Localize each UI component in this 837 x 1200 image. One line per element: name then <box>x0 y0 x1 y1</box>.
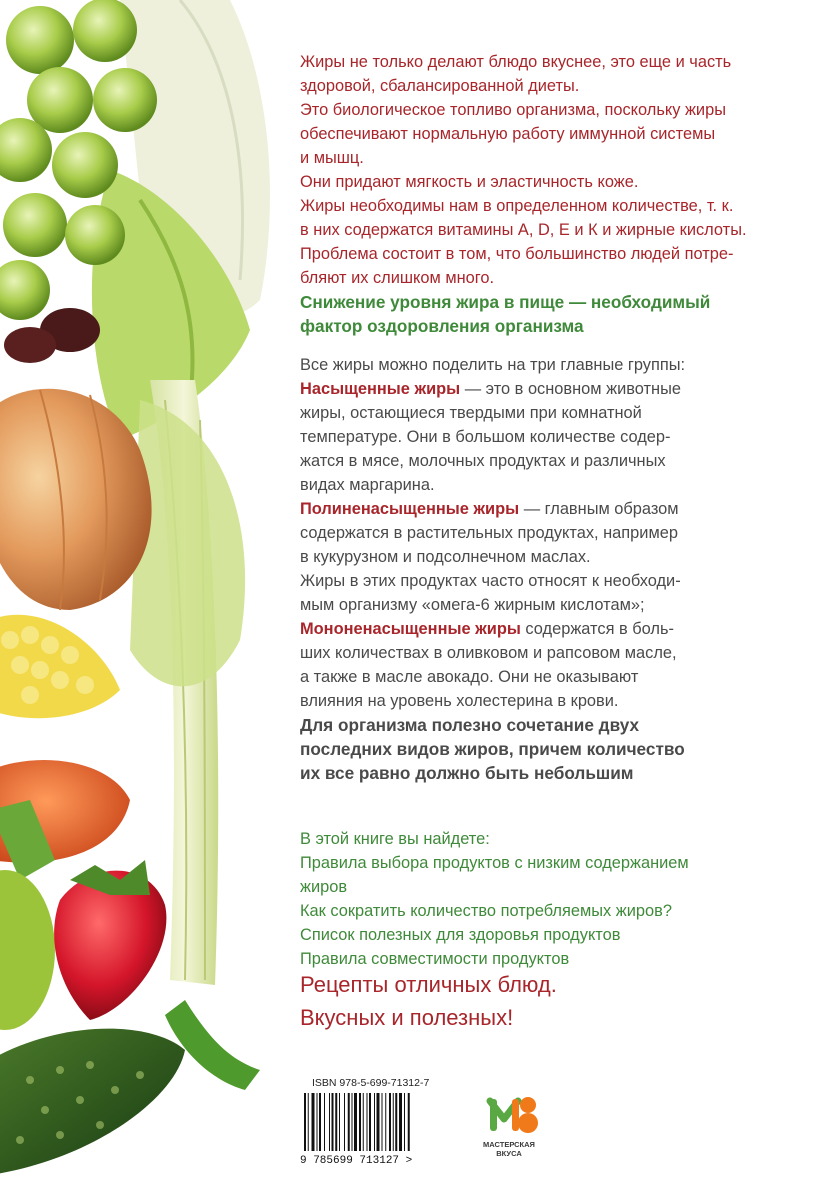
conclusion-line: их все равно должно быть небольшим <box>300 763 634 783</box>
barcode-bar <box>399 1093 402 1151</box>
conclusion-line: Для организма полезно сочетание двух <box>300 715 640 735</box>
poly-line: содержатся в растительных продуктах, например <box>300 524 678 542</box>
barcode-bar <box>304 1093 306 1151</box>
poly-line: Жиры в этих продуктах часто относят к необходи- <box>300 572 681 590</box>
groups-intro: Все жиры можно поделить на три главные группы: <box>300 356 686 374</box>
barcode-digits: 9 785699 713127 > <box>300 1155 413 1166</box>
barcode-bar <box>352 1093 353 1151</box>
mono-term: Мононенасыщенные жиры <box>300 620 521 638</box>
barcode-bar <box>395 1093 397 1151</box>
barcode-bar <box>335 1093 337 1151</box>
barcode <box>300 1091 450 1166</box>
intro-line: в них содержатся витамины А, D, Е и К и жирные кислоты. <box>300 221 747 239</box>
intro-line: и мышц. <box>300 149 364 167</box>
barcode-bar <box>324 1093 325 1151</box>
intro-line: Проблема состоит в том, что большинство людей потре- <box>300 245 734 263</box>
intro-line: Это биологическое топливо организма, поскольку жиры <box>300 101 726 119</box>
saturated-line: жатся в мясе, молочных продуктах и различных <box>300 452 666 470</box>
intro-line: здоровой, сбалансированной диеты. <box>300 77 580 95</box>
book-contents-item: Правила выбора продуктов с низким содержанием <box>300 854 689 872</box>
saturated-first-line: Насыщенные жиры — это в основном животные <box>300 380 681 398</box>
intro-block <box>300 50 775 338</box>
book-contents-item: Список полезных для здоровья продуктов <box>300 926 621 944</box>
barcode-bar <box>344 1093 345 1151</box>
barcode-bar <box>354 1093 357 1151</box>
barcode-bar <box>389 1093 391 1151</box>
barcode-bar <box>319 1093 321 1151</box>
barcode-bar <box>385 1093 386 1151</box>
intro-highlight: Снижение уровня жира в пище — необходимый <box>300 292 711 312</box>
intro-line: Жиры не только делают блюдо вкуснее, это еще и часть <box>300 53 732 71</box>
conclusion-line: последних видов жиров, причем количество <box>300 739 685 759</box>
mono-first-line: Мононенасыщенные жиры содержатся в боль- <box>300 620 674 638</box>
barcode-bar <box>348 1093 350 1151</box>
barcode-bar <box>382 1093 383 1151</box>
book-contents-item: Правила совместимости продуктов <box>300 950 570 968</box>
vegetables-illustration <box>0 0 300 1200</box>
saturated-line: температуре. Они в большом количестве содер- <box>300 428 671 446</box>
intro-line: Они придают мягкость и эластичность коже. <box>300 173 639 191</box>
barcode-bar <box>369 1093 371 1151</box>
book-contents-item: жиров <box>300 878 348 896</box>
slogan <box>300 968 557 1034</box>
isbn-text: ISBN 978-5-699-71312-7 <box>312 1077 430 1089</box>
barcode-bar <box>359 1093 361 1151</box>
intro-highlight: фактор оздоровления организма <box>300 316 584 336</box>
barcode-bar <box>367 1093 368 1151</box>
barcode-bar <box>377 1093 380 1151</box>
slogan-line: Рецепты отличных блюд. <box>300 972 557 997</box>
barcode-bar <box>363 1093 364 1151</box>
slogan-line: Вкусных и полезных! <box>300 1005 514 1030</box>
mono-line: а также в масле авокадо. Они не оказывают <box>300 668 639 686</box>
fat-groups-block <box>300 353 770 785</box>
poly-first-line: Полиненасыщенные жиры — главным образом <box>300 500 679 518</box>
intro-line: Жиры необходимы нам в определенном количестве, т. к. <box>300 197 734 215</box>
barcode-bar <box>312 1093 315 1151</box>
saturated-line: видах маргарина. <box>300 476 435 494</box>
book-contents <box>300 827 770 971</box>
saturated-term: Насыщенные жиры <box>300 380 461 398</box>
poly-line: в кукурузном и подсолнечном маслах. <box>300 548 591 566</box>
book-contents-item: Как сократить количество потребляемых жиров? <box>300 902 672 920</box>
barcode-bar <box>339 1093 340 1151</box>
poly-line: мым организму «омега-6 жирным кислотам»; <box>300 596 645 614</box>
barcode-bar <box>408 1093 410 1151</box>
publisher-name: МАСТЕРСКАЯ ВКУСА <box>483 1140 535 1158</box>
mono-line: ших количествах в оливковом и рапсовом масле, <box>300 644 677 662</box>
saturated-line: жиры, остающиеся твердыми при комнатной <box>300 404 642 422</box>
intro-line: обеспечивают нормальную работу иммунной системы <box>300 125 716 143</box>
barcode-bar <box>329 1093 330 1151</box>
barcode-bar <box>308 1093 309 1151</box>
mono-line: влияния на уровень холестерина в крови. <box>300 692 619 710</box>
book-contents-heading: В этой книге вы найдете: <box>300 830 490 848</box>
barcode-bar <box>374 1093 375 1151</box>
barcode-bar <box>332 1093 334 1151</box>
intro-line: бляют их слишком много. <box>300 269 495 287</box>
barcode-bar <box>317 1093 318 1151</box>
barcode-bar <box>393 1093 394 1151</box>
poly-term: Полиненасыщенные жиры <box>300 500 520 518</box>
barcode-bar <box>404 1093 405 1151</box>
